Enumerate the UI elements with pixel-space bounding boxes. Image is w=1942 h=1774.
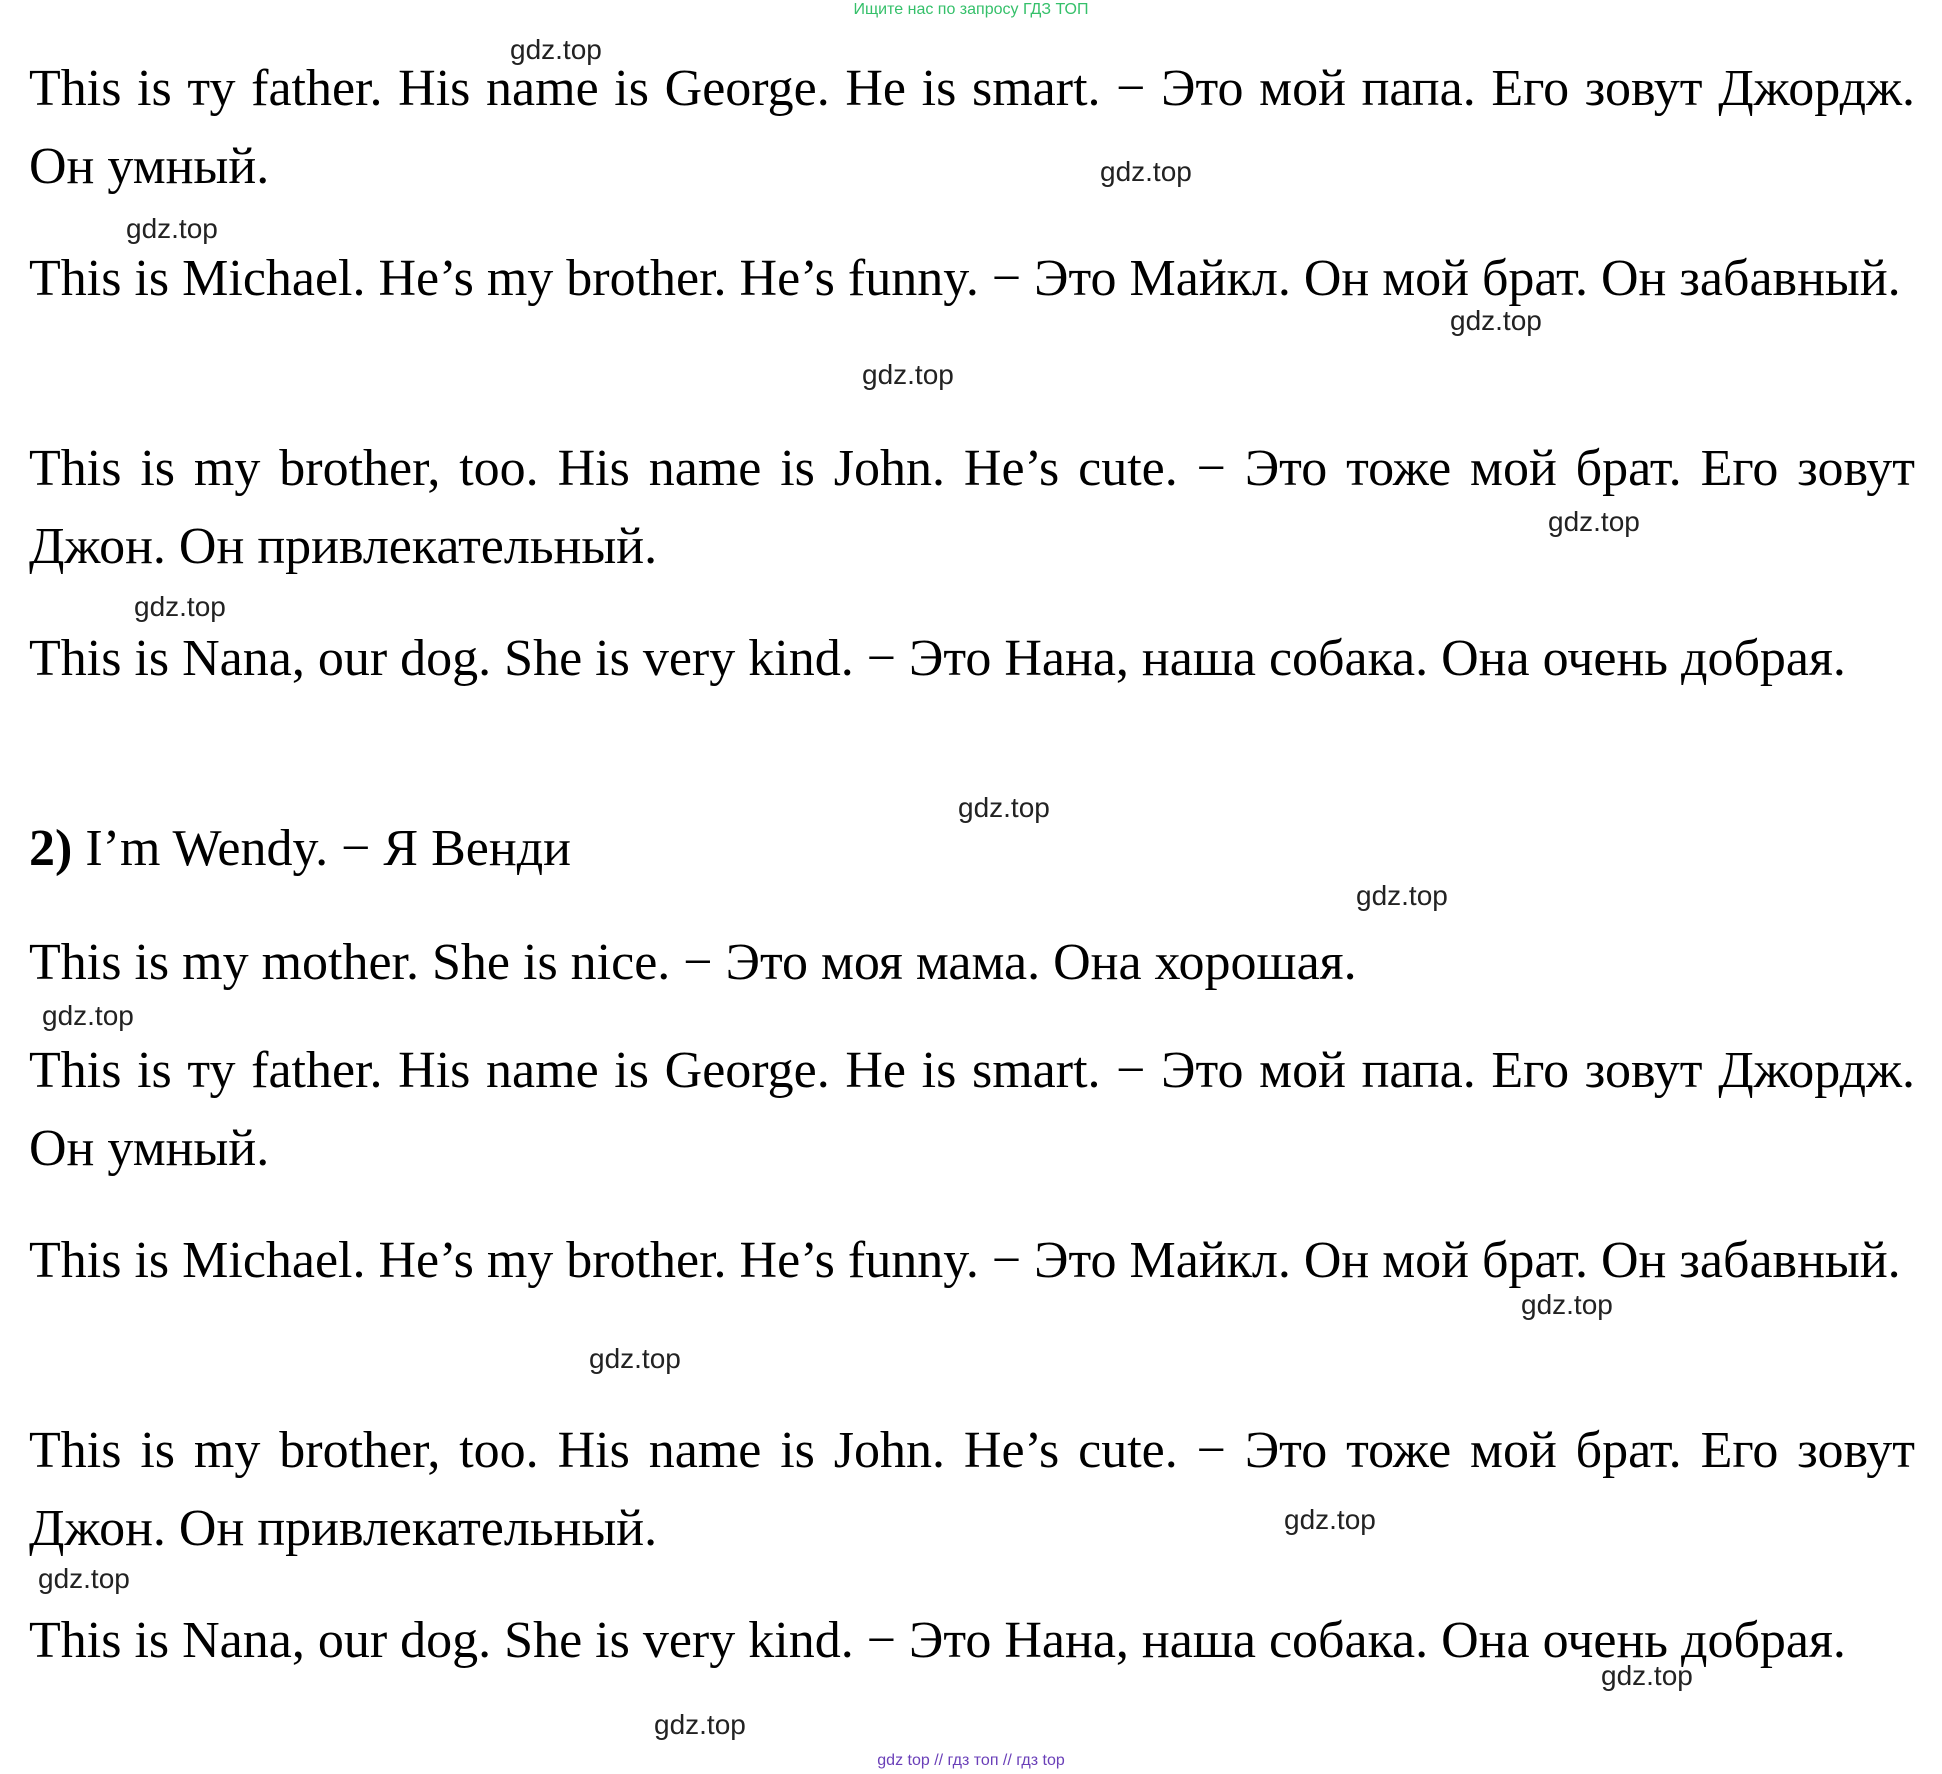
section-number: 2) xyxy=(29,820,73,877)
watermark: gdz.top xyxy=(1601,1660,1693,1691)
watermark: gdz.top xyxy=(958,792,1050,823)
paragraph-michael-2: This is Michael. He’s my brother. He’s funny. − Это Майкл. Он мой брат. Он забавный. xyxy=(29,1232,1901,1289)
watermark: gdz.top xyxy=(126,213,218,244)
watermark: gdz.top xyxy=(38,1563,130,1594)
watermark: gdz.top xyxy=(510,34,602,65)
watermark: gdz.top xyxy=(1521,1289,1613,1320)
paragraph-mother: This is my mother. She is nice. − Это моя мама. Она хорошая. xyxy=(29,934,1357,991)
paragraph-father-2: This is ту father. His name is George. He is smart. − Это мой папа. Его зовут Джордж. Он умный. xyxy=(29,1042,1915,1177)
watermark: gdz.top xyxy=(862,359,954,390)
paragraph-nana-2: This is Nana, our dog. She is very kind. − Это Нана, наша собака. Она очень добрая. xyxy=(29,1612,1846,1669)
paragraph-michael-1: This is Michael. He’s my brother. He’s funny. − Это Майкл. Он мой брат. Он забавный. xyxy=(29,250,1901,307)
paragraph-john-2: This is my brother, too. His name is John. He’s cute. − Это тоже мой брат. Его зовут Джон. Он привлекательный. xyxy=(29,1422,1915,1557)
top-banner: Ищите нас по запросу ГДЗ ТОП xyxy=(853,1,1089,18)
paragraph-father-1: This is ту father. His name is George. He is smart. − Это мой папа. Его зовут Джордж. Он умный. xyxy=(29,60,1915,195)
watermark: gdz.top xyxy=(1548,506,1640,537)
watermark: gdz.top xyxy=(134,591,226,622)
watermark: gdz.top xyxy=(1450,305,1542,336)
paragraph-john-1: This is my brother, too. His name is John. He’s cute. − Это тоже мой брат. Его зовут Джон. Он привлекательный. xyxy=(29,440,1915,575)
watermark: gdz.top xyxy=(1100,156,1192,187)
watermark: gdz.top xyxy=(42,1000,134,1031)
section-2-text: I’m Wendy. − Я Венди xyxy=(85,820,571,877)
watermark: gdz.top xyxy=(589,1343,681,1374)
paragraph-nana-1: This is Nana, our dog. She is very kind. − Это Нана, наша собака. Она очень добрая. xyxy=(29,630,1846,687)
watermark: gdz.top xyxy=(1356,880,1448,911)
footer-links: gdz top // гдз топ // гдз top xyxy=(877,1752,1065,1769)
watermark: gdz.top xyxy=(654,1709,746,1740)
watermark: gdz.top xyxy=(1284,1504,1376,1535)
